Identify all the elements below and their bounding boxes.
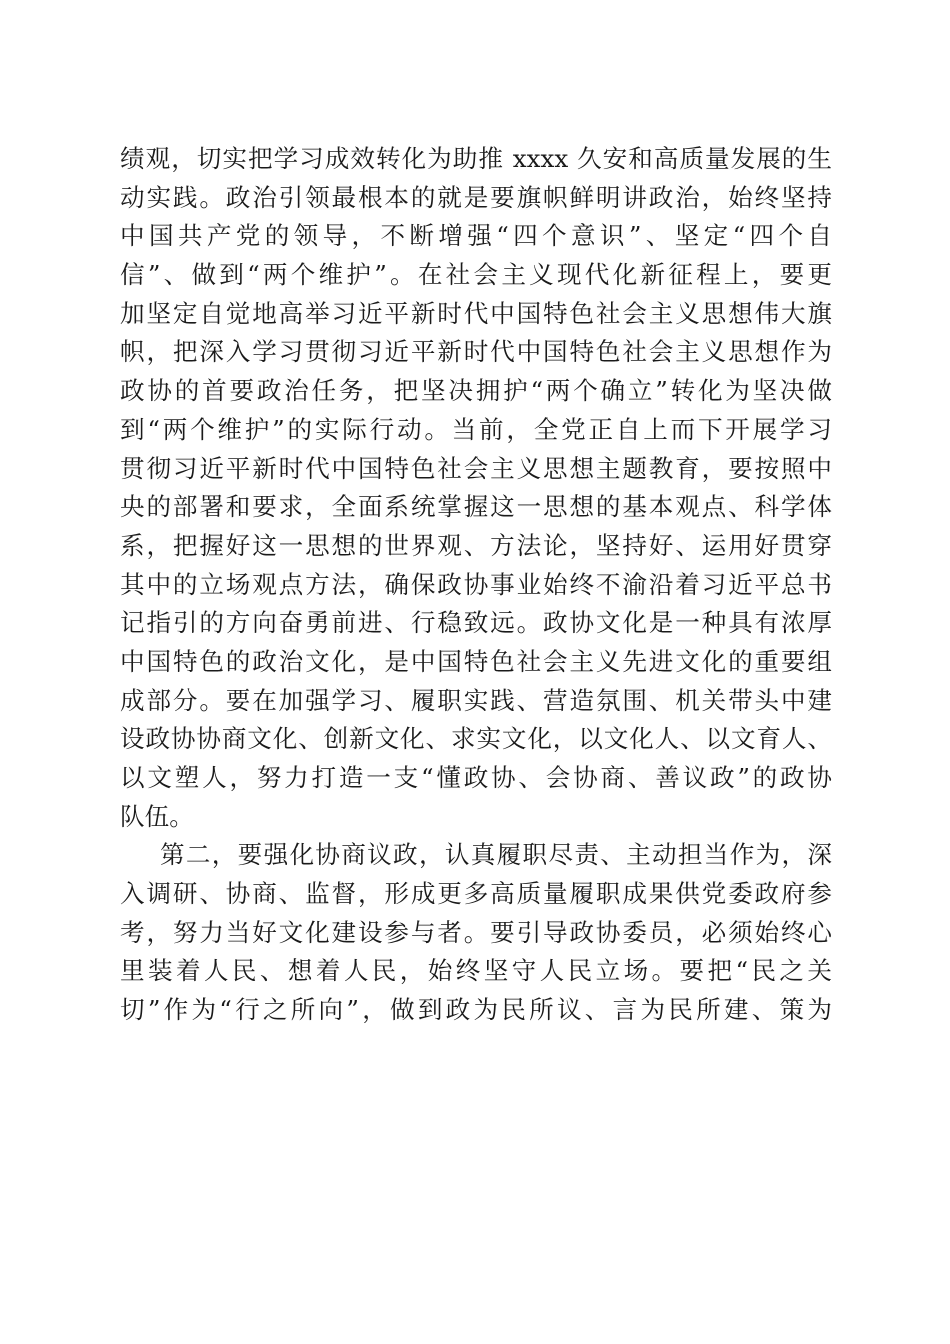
text-line: 其中的立场观点方法，确保政协事业始终不渝沿着习近平总书 xyxy=(120,569,832,599)
text-line: 入调研、协商、监督，形成更多高质量履职成果供党委政府参 xyxy=(120,879,832,909)
body-text xyxy=(120,140,832,1030)
text-line: 考，努力当好文化建设参与者。要引导政协委员，必须始终心 xyxy=(120,917,832,947)
text-line: 中国特色的政治文化，是中国特色社会主义先进文化的重要组 xyxy=(120,646,832,676)
text-line: 中国共产党的领导，不断增强“四个意识”、坚定“四个自 xyxy=(120,221,832,251)
text-line: 帜，把深入学习贯彻习近平新时代中国特色社会主义思想作为 xyxy=(120,337,832,367)
text-line: 系，把握好这一思想的世界观、方法论，坚持好、运用好贯穿 xyxy=(120,530,832,560)
text-line: 央的部署和要求，全面系统掌握这一思想的基本观点、科学体 xyxy=(120,492,832,522)
text-line: 加坚定自觉地高举习近平新时代中国特色社会主义思想伟大旗 xyxy=(120,298,832,328)
text-line: 政协的首要政治任务，把坚决拥护“两个确立”转化为坚决做 xyxy=(120,376,832,406)
text-line: 队伍。 xyxy=(120,801,194,831)
text-line: 切”作为“行之所向”，做到政为民所议、言为民所建、策为 xyxy=(120,995,832,1025)
text-line: 里装着人民、想着人民，始终坚守人民立场。要把“民之关 xyxy=(120,956,832,986)
text-line: 信”、做到“两个维护”。在社会主义现代化新征程上，要更 xyxy=(120,260,832,290)
text-line: 记指引的方向奋勇前进、行稳致远。政协文化是一种具有浓厚 xyxy=(120,608,832,638)
text-line: 到“两个维护”的实际行动。当前，全党正自上而下开展学习 xyxy=(120,414,832,444)
text-line: 第二，要强化协商议政，认真履职尽责、主动担当作为，深 xyxy=(160,840,832,870)
text-line: 设政协协商文化、创新文化、求实文化，以文化人、以文育人、 xyxy=(120,724,832,754)
text-line: 贯彻习近平新时代中国特色社会主义思想主题教育，要按照中 xyxy=(120,453,832,483)
text-line: 成部分。要在加强学习、履职实践、营造氛围、机关带头中建 xyxy=(120,685,832,715)
paragraph xyxy=(120,140,832,836)
text-line: 绩观，切实把学习成效转化为助推 xxxx 久安和高质量发展的生 xyxy=(120,144,832,173)
text-line: 以文塑人，努力打造一支“懂政协、会协商、善议政”的政协 xyxy=(120,763,832,792)
paragraph xyxy=(120,836,832,1029)
text-line: 动实践。政治引领最根本的就是要旗帜鲜明讲政治，始终坚持 xyxy=(120,182,832,212)
